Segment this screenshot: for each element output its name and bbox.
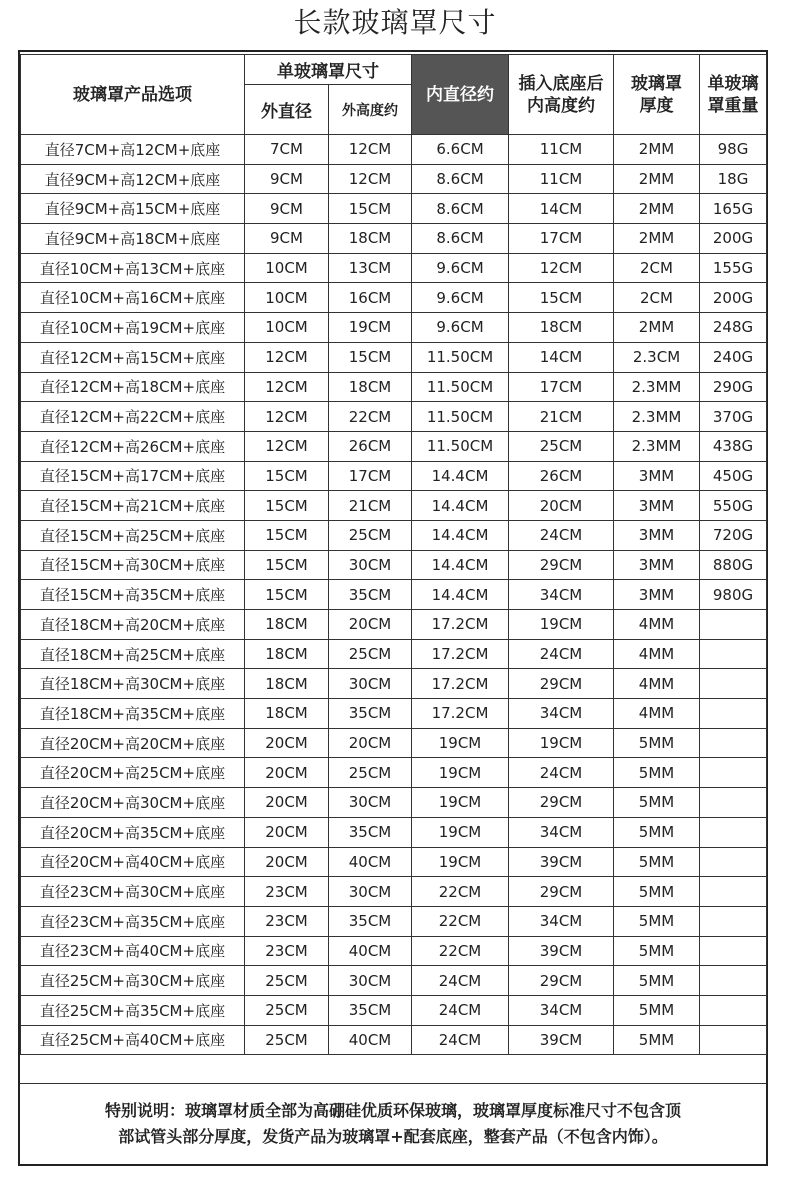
- cell-outer-height: 35CM: [329, 580, 412, 610]
- cell-inner-height: 29CM: [509, 877, 614, 907]
- cell-thickness: 2CM: [614, 283, 700, 313]
- table-row: [21, 520, 767, 550]
- cell-outer-height: 12CM: [329, 135, 412, 165]
- cell-inner-height: 39CM: [509, 1025, 614, 1055]
- header-row-1: [21, 55, 767, 85]
- cell-inner-height: 29CM: [509, 669, 614, 699]
- cell-product-option: 直径18CM+高35CM+底座: [21, 699, 245, 729]
- cell-weight: 98G: [700, 135, 767, 165]
- cell-inner-height: 19CM: [509, 728, 614, 758]
- cell-inner-diameter: 17.2CM: [412, 610, 509, 640]
- cell-inner-height: 24CM: [509, 639, 614, 669]
- cell-inner-diameter: 11.50CM: [412, 431, 509, 461]
- header-thickness-line2: 厚度: [639, 95, 674, 116]
- cell-outer-height: 19CM: [329, 313, 412, 343]
- cell-outer-diameter: 25CM: [245, 995, 329, 1025]
- table-row: [21, 906, 767, 936]
- cell-weight: 290G: [700, 372, 767, 402]
- cell-outer-height: 20CM: [329, 728, 412, 758]
- cell-weight: [700, 936, 767, 966]
- cell-thickness: 5MM: [614, 817, 700, 847]
- table-row: [21, 402, 767, 432]
- cell-product-option: 直径9CM+高18CM+底座: [21, 224, 245, 254]
- header-product-option: 玻璃罩产品选项: [21, 55, 245, 135]
- cell-outer-height: 40CM: [329, 847, 412, 877]
- cell-weight: 370G: [700, 402, 767, 432]
- cell-thickness: 2.3CM: [614, 342, 700, 372]
- cell-outer-height: 15CM: [329, 194, 412, 224]
- header-inner-diameter: 内直径约: [412, 55, 509, 135]
- cell-inner-diameter: 11.50CM: [412, 402, 509, 432]
- cell-product-option: 直径20CM+高25CM+底座: [21, 758, 245, 788]
- cell-thickness: 3MM: [614, 491, 700, 521]
- cell-weight: 720G: [700, 520, 767, 550]
- cell-thickness: 3MM: [614, 580, 700, 610]
- cell-inner-diameter: 17.2CM: [412, 669, 509, 699]
- cell-thickness: 2MM: [614, 313, 700, 343]
- cell-outer-diameter: 20CM: [245, 728, 329, 758]
- cell-product-option: 直径10CM+高19CM+底座: [21, 313, 245, 343]
- cell-inner-height: 14CM: [509, 342, 614, 372]
- cell-weight: [700, 669, 767, 699]
- table-row: [21, 135, 767, 165]
- cell-product-option: 直径20CM+高20CM+底座: [21, 728, 245, 758]
- header-outer-diameter: 外直径: [245, 85, 329, 135]
- table-row: [21, 669, 767, 699]
- cell-thickness: 5MM: [614, 966, 700, 996]
- table-row: [21, 313, 767, 343]
- table-row: [21, 877, 767, 907]
- cell-inner-height: 24CM: [509, 520, 614, 550]
- table-row: [21, 847, 767, 877]
- table-row: [21, 610, 767, 640]
- cell-inner-diameter: 14.4CM: [412, 491, 509, 521]
- cell-inner-height: 34CM: [509, 817, 614, 847]
- cell-outer-diameter: 15CM: [245, 550, 329, 580]
- cell-outer-diameter: 15CM: [245, 491, 329, 521]
- cell-product-option: 直径15CM+高21CM+底座: [21, 491, 245, 521]
- table-row: [21, 253, 767, 283]
- cell-inner-diameter: 9.6CM: [412, 283, 509, 313]
- cell-inner-diameter: 14.4CM: [412, 461, 509, 491]
- size-spec-table: [20, 54, 767, 1055]
- cell-product-option: 直径23CM+高35CM+底座: [21, 906, 245, 936]
- cell-outer-height: 18CM: [329, 224, 412, 254]
- cell-product-option: 直径10CM+高16CM+底座: [21, 283, 245, 313]
- table-row: [21, 1025, 767, 1055]
- cell-outer-diameter: 12CM: [245, 372, 329, 402]
- cell-thickness: 2MM: [614, 224, 700, 254]
- cell-product-option: 直径25CM+高35CM+底座: [21, 995, 245, 1025]
- cell-thickness: 4MM: [614, 639, 700, 669]
- cell-product-option: 直径12CM+高15CM+底座: [21, 342, 245, 372]
- cell-inner-height: 17CM: [509, 224, 614, 254]
- cell-inner-height: 11CM: [509, 164, 614, 194]
- cell-outer-height: 40CM: [329, 1025, 412, 1055]
- cell-product-option: 直径18CM+高30CM+底座: [21, 669, 245, 699]
- cell-outer-diameter: 12CM: [245, 431, 329, 461]
- cell-outer-height: 25CM: [329, 758, 412, 788]
- cell-product-option: 直径18CM+高20CM+底座: [21, 610, 245, 640]
- header-weight-line1: 单玻璃: [707, 73, 759, 94]
- cell-inner-diameter: 14.4CM: [412, 520, 509, 550]
- cell-product-option: 直径25CM+高30CM+底座: [21, 966, 245, 996]
- cell-weight: 155G: [700, 253, 767, 283]
- cell-thickness: 2MM: [614, 194, 700, 224]
- header-single-size-group: 单玻璃罩尺寸: [245, 55, 412, 85]
- cell-thickness: 3MM: [614, 461, 700, 491]
- cell-inner-diameter: 19CM: [412, 788, 509, 818]
- cell-inner-height: 39CM: [509, 936, 614, 966]
- cell-thickness: 2.3MM: [614, 431, 700, 461]
- cell-product-option: 直径23CM+高40CM+底座: [21, 936, 245, 966]
- cell-weight: 980G: [700, 580, 767, 610]
- cell-weight: 18G: [700, 164, 767, 194]
- cell-inner-height: 11CM: [509, 135, 614, 165]
- cell-thickness: 5MM: [614, 877, 700, 907]
- cell-inner-diameter: 22CM: [412, 906, 509, 936]
- cell-outer-diameter: 18CM: [245, 669, 329, 699]
- cell-product-option: 直径15CM+高25CM+底座: [21, 520, 245, 550]
- cell-weight: [700, 847, 767, 877]
- cell-outer-diameter: 23CM: [245, 906, 329, 936]
- table-row: [21, 758, 767, 788]
- table-row: [21, 580, 767, 610]
- table-row: [21, 550, 767, 580]
- table-row: [21, 966, 767, 996]
- cell-outer-diameter: 12CM: [245, 342, 329, 372]
- cell-inner-diameter: 19CM: [412, 847, 509, 877]
- cell-weight: 248G: [700, 313, 767, 343]
- cell-thickness: 2CM: [614, 253, 700, 283]
- table-row: [21, 936, 767, 966]
- cell-thickness: 5MM: [614, 995, 700, 1025]
- cell-outer-height: 30CM: [329, 966, 412, 996]
- cell-outer-diameter: 18CM: [245, 699, 329, 729]
- note-line-2: 部试管头部分厚度，发货产品为玻璃罩+配套底座，整套产品（不包含内饰）。: [118, 1127, 668, 1146]
- header-inner-height-line2: 内高度约: [527, 95, 595, 116]
- cell-product-option: 直径12CM+高26CM+底座: [21, 431, 245, 461]
- cell-inner-height: 34CM: [509, 995, 614, 1025]
- cell-weight: [700, 906, 767, 936]
- cell-outer-diameter: 25CM: [245, 966, 329, 996]
- cell-weight: [700, 1025, 767, 1055]
- cell-weight: 550G: [700, 491, 767, 521]
- cell-thickness: 2.3MM: [614, 372, 700, 402]
- cell-product-option: 直径9CM+高12CM+底座: [21, 164, 245, 194]
- table-row: [21, 699, 767, 729]
- cell-product-option: 直径9CM+高15CM+底座: [21, 194, 245, 224]
- cell-thickness: 5MM: [614, 906, 700, 936]
- cell-product-option: 直径7CM+高12CM+底座: [21, 135, 245, 165]
- cell-product-option: 直径15CM+高35CM+底座: [21, 580, 245, 610]
- cell-product-option: 直径12CM+高18CM+底座: [21, 372, 245, 402]
- cell-outer-diameter: 9CM: [245, 194, 329, 224]
- cell-outer-diameter: 20CM: [245, 788, 329, 818]
- cell-outer-diameter: 20CM: [245, 758, 329, 788]
- cell-product-option: 直径12CM+高22CM+底座: [21, 402, 245, 432]
- cell-product-option: 直径18CM+高25CM+底座: [21, 639, 245, 669]
- header-thickness: [614, 55, 700, 135]
- cell-outer-diameter: 15CM: [245, 580, 329, 610]
- cell-inner-height: 17CM: [509, 372, 614, 402]
- cell-outer-diameter: 12CM: [245, 402, 329, 432]
- cell-outer-height: 40CM: [329, 936, 412, 966]
- cell-weight: 200G: [700, 224, 767, 254]
- header-inner-height-line1: 插入底座后: [518, 73, 604, 94]
- cell-inner-diameter: 17.2CM: [412, 699, 509, 729]
- cell-inner-height: 29CM: [509, 966, 614, 996]
- cell-inner-diameter: 19CM: [412, 817, 509, 847]
- cell-thickness: 4MM: [614, 669, 700, 699]
- cell-inner-height: 34CM: [509, 580, 614, 610]
- cell-inner-height: 29CM: [509, 550, 614, 580]
- cell-outer-diameter: 18CM: [245, 610, 329, 640]
- cell-outer-height: 26CM: [329, 431, 412, 461]
- cell-thickness: 2MM: [614, 135, 700, 165]
- table-row: [21, 431, 767, 461]
- cell-inner-height: 26CM: [509, 461, 614, 491]
- cell-outer-diameter: 25CM: [245, 1025, 329, 1055]
- cell-outer-height: 18CM: [329, 372, 412, 402]
- cell-weight: [700, 758, 767, 788]
- cell-inner-height: 34CM: [509, 699, 614, 729]
- note-line-1: 特别说明：玻璃罩材质全部为高硼硅优质环保玻璃，玻璃罩厚度标准尺寸不包含顶: [104, 1101, 681, 1120]
- table-row: [21, 995, 767, 1025]
- cell-thickness: 2.3MM: [614, 402, 700, 432]
- cell-outer-height: 35CM: [329, 817, 412, 847]
- header-weight-line2: 罩重量: [707, 95, 759, 116]
- cell-inner-diameter: 14.4CM: [412, 580, 509, 610]
- cell-outer-height: 30CM: [329, 877, 412, 907]
- special-note: [20, 1083, 766, 1163]
- cell-outer-diameter: 23CM: [245, 877, 329, 907]
- cell-outer-diameter: 15CM: [245, 520, 329, 550]
- cell-outer-height: 25CM: [329, 639, 412, 669]
- cell-inner-height: 34CM: [509, 906, 614, 936]
- cell-inner-diameter: 22CM: [412, 936, 509, 966]
- cell-product-option: 直径15CM+高30CM+底座: [21, 550, 245, 580]
- table-row: [21, 164, 767, 194]
- cell-outer-height: 21CM: [329, 491, 412, 521]
- cell-thickness: 5MM: [614, 788, 700, 818]
- cell-inner-diameter: 9.6CM: [412, 253, 509, 283]
- cell-outer-diameter: 15CM: [245, 461, 329, 491]
- cell-product-option: 直径10CM+高13CM+底座: [21, 253, 245, 283]
- cell-weight: [700, 966, 767, 996]
- cell-inner-diameter: 24CM: [412, 966, 509, 996]
- cell-outer-height: 25CM: [329, 520, 412, 550]
- cell-thickness: 5MM: [614, 1025, 700, 1055]
- cell-weight: 240G: [700, 342, 767, 372]
- cell-product-option: 直径20CM+高35CM+底座: [21, 817, 245, 847]
- table-row: [21, 372, 767, 402]
- cell-inner-height: 39CM: [509, 847, 614, 877]
- cell-product-option: 直径15CM+高17CM+底座: [21, 461, 245, 491]
- table-row: [21, 342, 767, 372]
- header-outer-height: 外高度约: [329, 85, 412, 135]
- cell-inner-height: 14CM: [509, 194, 614, 224]
- cell-weight: [700, 728, 767, 758]
- table-row: [21, 491, 767, 521]
- cell-outer-diameter: 9CM: [245, 224, 329, 254]
- cell-product-option: 直径20CM+高40CM+底座: [21, 847, 245, 877]
- cell-inner-diameter: 9.6CM: [412, 313, 509, 343]
- cell-thickness: 4MM: [614, 610, 700, 640]
- header-weight: [700, 55, 767, 135]
- cell-outer-height: 35CM: [329, 995, 412, 1025]
- cell-weight: 438G: [700, 431, 767, 461]
- cell-weight: [700, 788, 767, 818]
- table-body: [21, 135, 767, 1055]
- cell-weight: [700, 877, 767, 907]
- cell-product-option: 直径25CM+高40CM+底座: [21, 1025, 245, 1055]
- cell-outer-height: 22CM: [329, 402, 412, 432]
- cell-inner-diameter: 19CM: [412, 728, 509, 758]
- cell-outer-diameter: 20CM: [245, 817, 329, 847]
- cell-outer-height: 13CM: [329, 253, 412, 283]
- cell-weight: 450G: [700, 461, 767, 491]
- cell-weight: [700, 995, 767, 1025]
- header-inner-height: [509, 55, 614, 135]
- table-row: [21, 788, 767, 818]
- cell-weight: [700, 699, 767, 729]
- cell-outer-diameter: 7CM: [245, 135, 329, 165]
- cell-inner-diameter: 6.6CM: [412, 135, 509, 165]
- cell-thickness: 5MM: [614, 728, 700, 758]
- cell-inner-diameter: 8.6CM: [412, 164, 509, 194]
- cell-thickness: 5MM: [614, 936, 700, 966]
- cell-inner-diameter: 14.4CM: [412, 550, 509, 580]
- page-title: 长款玻璃罩尺寸: [293, 6, 497, 39]
- table-row: [21, 639, 767, 669]
- cell-inner-diameter: 17.2CM: [412, 639, 509, 669]
- cell-outer-height: 35CM: [329, 699, 412, 729]
- cell-inner-diameter: 8.6CM: [412, 194, 509, 224]
- cell-inner-diameter: 8.6CM: [412, 224, 509, 254]
- cell-outer-height: 35CM: [329, 906, 412, 936]
- cell-thickness: 3MM: [614, 520, 700, 550]
- cell-weight: [700, 817, 767, 847]
- cell-outer-height: 30CM: [329, 788, 412, 818]
- cell-inner-height: 19CM: [509, 610, 614, 640]
- cell-product-option: 直径23CM+高30CM+底座: [21, 877, 245, 907]
- cell-thickness: 5MM: [614, 758, 700, 788]
- header-thickness-line1: 玻璃罩: [631, 73, 682, 94]
- cell-outer-diameter: 20CM: [245, 847, 329, 877]
- cell-inner-diameter: 11.50CM: [412, 342, 509, 372]
- cell-inner-height: 15CM: [509, 283, 614, 313]
- cell-inner-height: 12CM: [509, 253, 614, 283]
- cell-thickness: 5MM: [614, 847, 700, 877]
- cell-outer-height: 30CM: [329, 550, 412, 580]
- table-row: [21, 461, 767, 491]
- cell-inner-height: 21CM: [509, 402, 614, 432]
- cell-outer-height: 30CM: [329, 669, 412, 699]
- cell-inner-height: 24CM: [509, 758, 614, 788]
- cell-outer-diameter: 23CM: [245, 936, 329, 966]
- table-row: [21, 817, 767, 847]
- cell-weight: 165G: [700, 194, 767, 224]
- cell-thickness: 2MM: [614, 164, 700, 194]
- cell-outer-height: 20CM: [329, 610, 412, 640]
- cell-outer-height: 12CM: [329, 164, 412, 194]
- cell-inner-height: 20CM: [509, 491, 614, 521]
- cell-thickness: 3MM: [614, 550, 700, 580]
- cell-inner-diameter: 22CM: [412, 877, 509, 907]
- table-row: [21, 224, 767, 254]
- cell-outer-diameter: 10CM: [245, 253, 329, 283]
- cell-outer-diameter: 18CM: [245, 639, 329, 669]
- cell-weight: 200G: [700, 283, 767, 313]
- cell-inner-height: 18CM: [509, 313, 614, 343]
- table-row: [21, 194, 767, 224]
- cell-outer-height: 15CM: [329, 342, 412, 372]
- cell-outer-height: 16CM: [329, 283, 412, 313]
- cell-outer-diameter: 9CM: [245, 164, 329, 194]
- cell-thickness: 4MM: [614, 699, 700, 729]
- cell-weight: [700, 610, 767, 640]
- table-row: [21, 728, 767, 758]
- cell-inner-diameter: 11.50CM: [412, 372, 509, 402]
- cell-inner-diameter: 19CM: [412, 758, 509, 788]
- cell-inner-height: 25CM: [509, 431, 614, 461]
- table-row: [21, 283, 767, 313]
- cell-inner-diameter: 24CM: [412, 1025, 509, 1055]
- cell-product-option: 直径20CM+高30CM+底座: [21, 788, 245, 818]
- cell-inner-diameter: 24CM: [412, 995, 509, 1025]
- cell-outer-diameter: 10CM: [245, 313, 329, 343]
- cell-inner-height: 29CM: [509, 788, 614, 818]
- cell-outer-height: 17CM: [329, 461, 412, 491]
- cell-outer-diameter: 10CM: [245, 283, 329, 313]
- cell-weight: 880G: [700, 550, 767, 580]
- cell-weight: [700, 639, 767, 669]
